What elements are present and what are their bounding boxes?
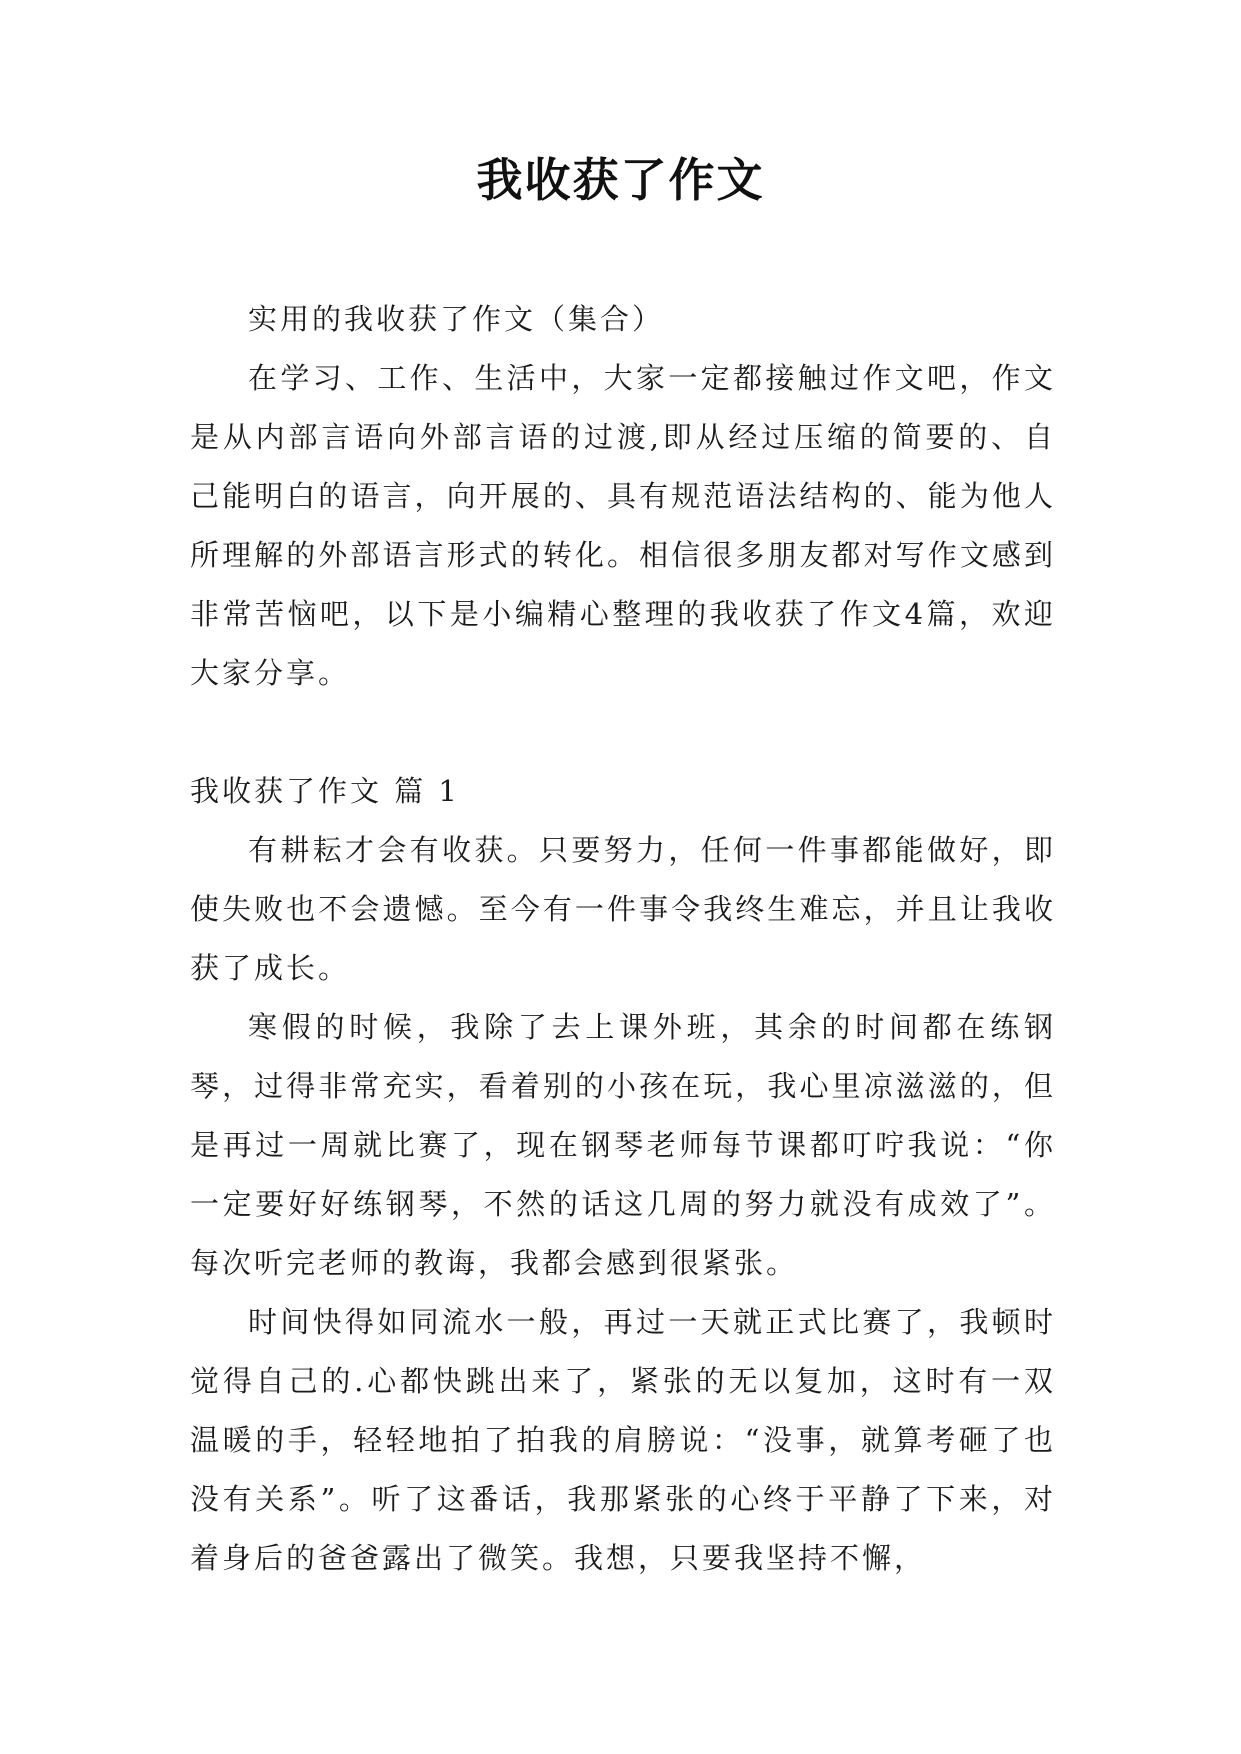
document-subtitle: 实用的我收获了作文（集合） — [248, 302, 665, 336]
body-paragraph-3: 时间快得如同流水一般，再过一天就正式比赛了，我顿时觉得自己的.心都快跳出来了，紧张的无以复加，这时有一双温暖的手，轻轻地拍了拍我的肩膀说：“没事，就算考砸了也没有关系”。听了这番话，我那紧张的心终于平静了下来，对着身后的爸爸露出了微笑。我想，只要我坚持不懈， — [190, 1305, 1056, 1575]
intro-paragraph: 在学习、工作、生活中，大家一定都接触过作文吧，作文是从内部言语向外部言语的过渡,即从经过压缩的简要的、自己能明白的语言，向开展的、具有规范语法结构的、能为他人所理解的外部语言形式的转化。相信很多朋友都对写作文感到非常苦恼吧，以下是小编精心整理的我收获了作文4篇，欢迎大家分享。 — [190, 361, 1056, 690]
document-body — [190, 290, 1056, 1588]
body-paragraph-1: 有耕耘才会有收获。只要努力，任何一件事都能做好，即使失败也不会遗憾。至今有一件事令我终生难忘，并且让我收获了成长。 — [190, 833, 1056, 985]
section-heading: 我收获了作文 篇 1 — [190, 774, 460, 808]
body-paragraph-2: 寒假的时候，我除了去上课外班，其余的时间都在练钢琴，过得非常充实，看着别的小孩在玩，我心里凉滋滋的，但是再过一周就比赛了，现在钢琴老师每节课都叮咛我说：“你一定要好好练钢琴，不然的话这几周的努力就没有成效了”。每次听完老师的教诲，我都会感到很紧张。 — [190, 1010, 1056, 1280]
document-title: 我收获了作文 — [476, 153, 765, 207]
